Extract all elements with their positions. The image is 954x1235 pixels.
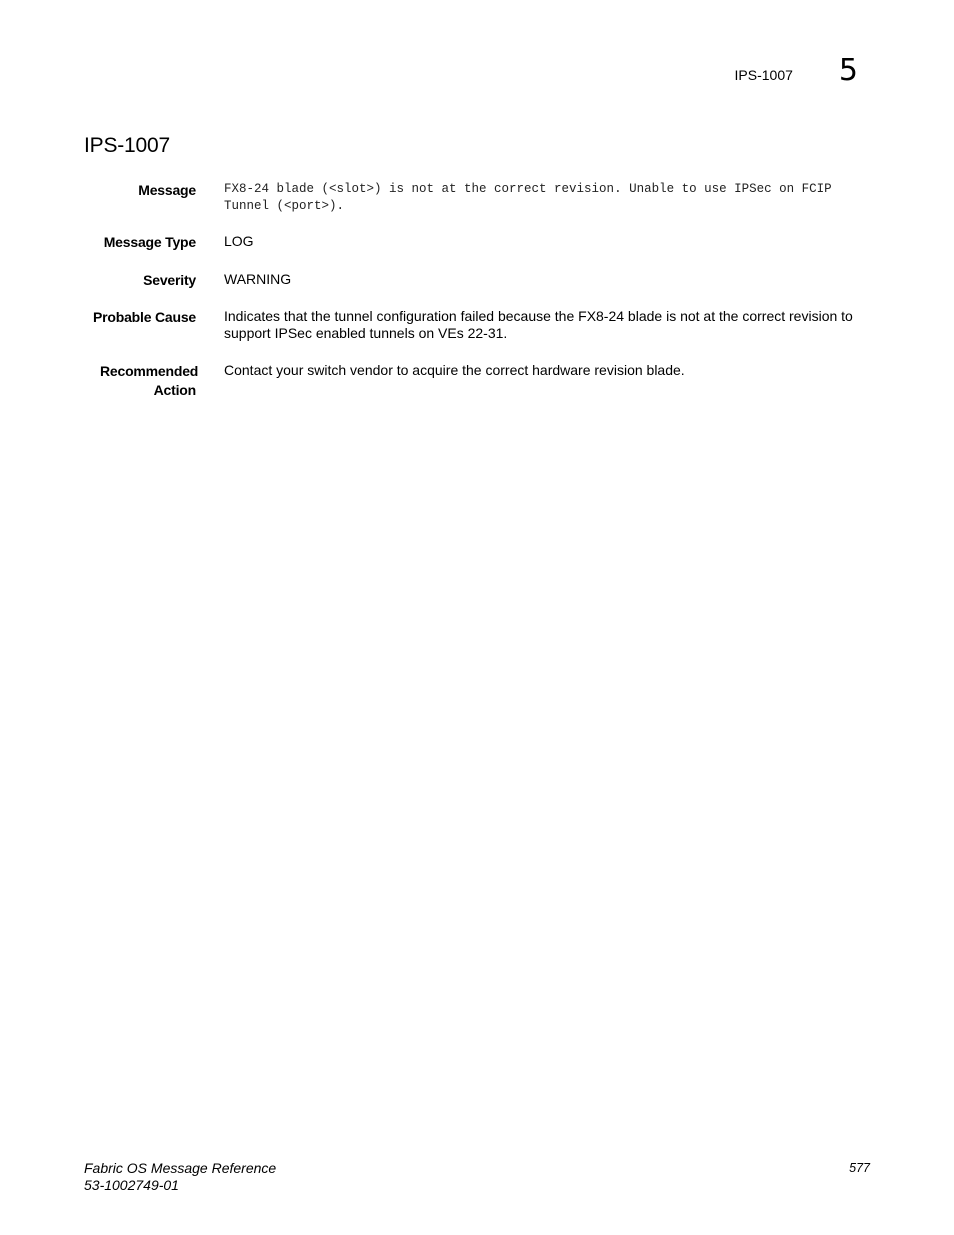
field-severity [60, 271, 880, 290]
running-head [734, 53, 858, 88]
field-label-message-type: Message Type [103, 234, 196, 250]
field-label-message: Message [138, 182, 196, 198]
footer-doc-number: 53-1002749-01 [84, 1177, 179, 1193]
field-value-severity: WARNING [224, 271, 292, 287]
field-label-severity: Severity [143, 272, 196, 288]
field-probable-cause [60, 308, 880, 342]
field-value-message-type: LOG [224, 233, 254, 249]
field-value-message: FX8-24 blade (<slot>) is not at the correct revision. Unable to use IPSec on FCIP Tunnel (<port>). [224, 182, 832, 213]
field-value-probable-cause: Indicates that the tunnel configuration failed because the FX8-24 blade is not at the correct revision to support IPSec enabled tunnels on VEs 22-31. [224, 308, 853, 341]
field-message [60, 181, 880, 215]
footer-book-title: Fabric OS Message Reference [84, 1160, 277, 1176]
footer-page-number: 577 [849, 1161, 870, 1175]
field-recommended-action [60, 362, 880, 400]
field-label-probable-cause: Probable Cause [92, 309, 196, 325]
running-head-label: IPS-1007 [734, 67, 793, 83]
footer-left [84, 1160, 276, 1194]
chapter-number: 5 [838, 53, 858, 88]
field-label-recommended-action: Recommended Action [100, 363, 199, 398]
field-message-type [60, 233, 880, 252]
field-value-recommended-action: Contact your switch vendor to acquire the correct hardware revision blade. [224, 362, 685, 378]
section-title: IPS-1007 [84, 134, 170, 157]
